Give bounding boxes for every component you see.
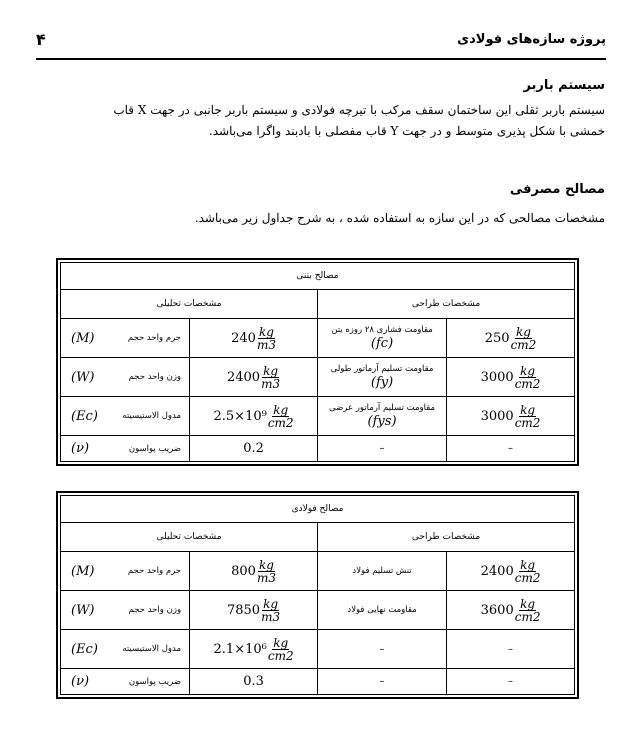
steel-materials-table — [60, 495, 575, 695]
table-title: مصالح فولادی — [61, 496, 575, 523]
analysis-value-cell: 2.5×10⁹ $\frac{kg}{cm2}$ — [190, 397, 318, 436]
table-row — [61, 591, 575, 630]
design-value-cell: – — [447, 436, 575, 462]
analysis-label-cell: ضریب پواسون (ν) — [61, 669, 190, 695]
analysis-label-cell: وزن واحد حجم (W) — [61, 358, 190, 397]
design-label-cell: مقاومت نهایی فولاد — [318, 591, 447, 630]
analysis-label-cell: وزن واحد حجم (W) — [61, 591, 190, 630]
design-value-cell: 2400 $\frac{kg}{cm2}$ — [447, 552, 575, 591]
table-title: مصالح بتنی — [61, 263, 575, 290]
design-label-cell: مقاومت فشاری ۲۸ روزه بتن (fc) — [318, 319, 447, 358]
page-header — [36, 30, 606, 52]
header-rule — [36, 58, 606, 60]
analysis-value-cell: 2400 $\frac{kg}{m3}$ — [190, 358, 318, 397]
paragraph-line: مشخصات مصالحی که در این سازه به استفاده شده ، به شرح جداول زیر می‌باشد. — [194, 211, 605, 225]
table-row — [61, 358, 575, 397]
page-number: ۴ — [36, 30, 46, 49]
design-header: مشخصات طراحی — [318, 523, 575, 552]
header-title: پروژه سازه‌های فولادی — [457, 32, 606, 47]
design-value-cell: 250 $\frac{kg}{cm2}$ — [447, 319, 575, 358]
structural-system-paragraph — [45, 100, 605, 142]
design-value-cell: 3600 $\frac{kg}{cm2}$ — [447, 591, 575, 630]
paragraph-line: خمشی با شکل پذیری متوسط و در جهت Y قاب مفصلی با بادبند واگرا می‌باشد. — [208, 124, 605, 138]
materials-intro — [45, 208, 605, 229]
analysis-label-cell: ضریب پواسون (ν) — [61, 436, 190, 462]
analysis-label-cell: مدول الاستیسیته (Ec) — [61, 630, 190, 669]
design-value-cell: – — [447, 669, 575, 695]
analysis-value-cell: 240 $\frac{kg}{m3}$ — [190, 319, 318, 358]
design-value-cell: 3000 $\frac{kg}{cm2}$ — [447, 358, 575, 397]
table-row — [61, 319, 575, 358]
table-row — [61, 669, 575, 695]
analysis-value-cell: 2.1×10⁶ $\frac{kg}{cm2}$ — [190, 630, 318, 669]
concrete-materials-table — [60, 262, 575, 462]
design-label-cell: – — [318, 630, 447, 669]
analysis-header: مشخصات تحلیلی — [61, 290, 318, 319]
design-label-cell: مقاومت تسلیم آرماتور عرضی (fys) — [318, 397, 447, 436]
design-label-cell: تنش تسلیم فولاد — [318, 552, 447, 591]
heading-materials: مصالح مصرفی — [509, 182, 605, 197]
table-row — [61, 397, 575, 436]
table-row — [61, 552, 575, 591]
analysis-value-cell: 0.3 — [190, 669, 318, 695]
heading-structural-system: سیستم باربر — [523, 78, 605, 93]
paragraph-line: سیستم باربر ثقلی این ساختمان سقف مرکب با تیرچه فولادی و سیستم باربر جانبی در جهت X قاب — [113, 103, 605, 117]
design-value-cell: 3000 $\frac{kg}{cm2}$ — [447, 397, 575, 436]
table-row — [61, 436, 575, 462]
analysis-value-cell: 7850 $\frac{kg}{m3}$ — [190, 591, 318, 630]
design-header: مشخصات طراحی — [318, 290, 575, 319]
design-value-cell: – — [447, 630, 575, 669]
design-label-cell: – — [318, 669, 447, 695]
design-label-cell: – — [318, 436, 447, 462]
analysis-label-cell: جرم واحد حجم (M) — [61, 552, 190, 591]
table-row — [61, 630, 575, 669]
analysis-header: مشخصات تحلیلی — [61, 523, 318, 552]
analysis-label-cell: جرم واحد حجم (M) — [61, 319, 190, 358]
analysis-label-cell: مدول الاستیسیته (Ec) — [61, 397, 190, 436]
analysis-value-cell: 800 $\frac{kg}{m3}$ — [190, 552, 318, 591]
design-label-cell: مقاومت تسلیم آرماتور طولی (fy) — [318, 358, 447, 397]
analysis-value-cell: 0.2 — [190, 436, 318, 462]
